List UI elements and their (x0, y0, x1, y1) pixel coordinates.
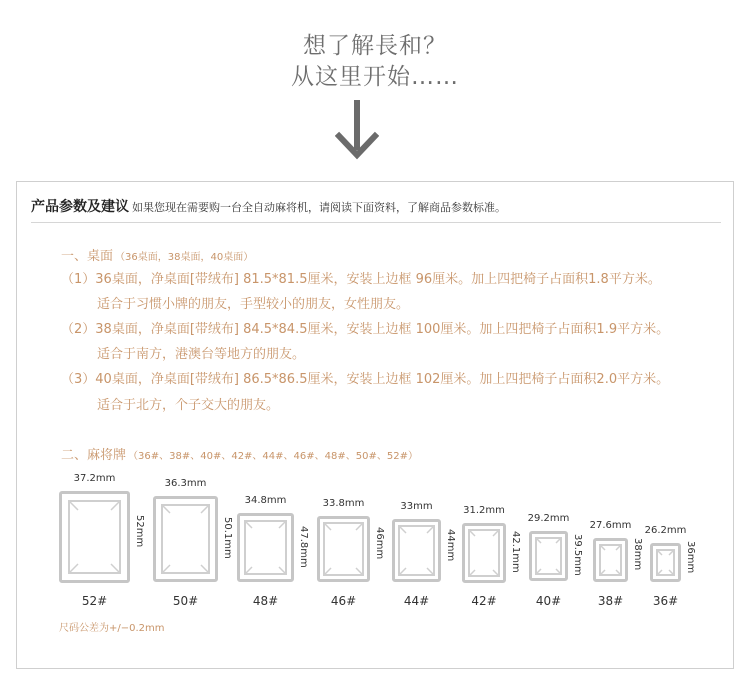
section-table-note: （36桌面，38桌面，40桌面） (115, 252, 254, 263)
table-suit-36: 适合于习惯小牌的朋友，手型较小的朋友，女性朋友。 (97, 297, 410, 312)
table-suit-40: 适合于北方，个子交大的朋友。 (97, 398, 280, 413)
tile-face (656, 549, 675, 576)
tile-corner-lines (246, 522, 285, 573)
tile-height-label: 36mm (685, 541, 696, 574)
section-tiles-title: 二、麻将牌 (61, 448, 127, 463)
tile-height-label: 52mm (134, 515, 145, 548)
tile-width-label: 37.2mm (73, 473, 116, 484)
tile-width-label: 33mm (400, 501, 433, 512)
tile-size-number: 38# (597, 594, 624, 608)
tile-corner-lines (470, 531, 498, 575)
arrow-down-icon (335, 100, 379, 160)
tile-size-diagram (17, 182, 733, 668)
tile-corner-lines (400, 527, 433, 574)
tile-width-label: 29.2mm (527, 513, 570, 524)
product-params-panel (16, 181, 734, 669)
tile-width-label: 34.8mm (244, 495, 287, 506)
tile-38 (593, 538, 628, 582)
tile-face (535, 537, 562, 575)
hero-title-line-1: 想了解長和？ (303, 33, 447, 59)
panel-description: 如果您现在需要购一台全自动麻将机，请阅读下面资料，了解商品参数标准。 (132, 201, 506, 214)
tile-face (68, 500, 121, 574)
table-spec-36: （1）36桌面，净桌面[带绒布] 81.5*81.5厘米，安装上边框 96厘米。加上四把椅子占面积1.8平方米。 (61, 272, 661, 287)
section-table-title: 一、桌面 (61, 249, 114, 264)
tile-size-number: 42# (471, 594, 497, 608)
tile-46 (317, 516, 370, 582)
tile-corner-lines (70, 502, 119, 572)
tile-40 (529, 531, 568, 581)
tile-face (244, 520, 287, 575)
tile-size-number: 46# (330, 594, 357, 608)
tile-corner-lines (163, 506, 208, 572)
tile-height-label: 44mm (445, 529, 456, 562)
tile-width-label: 36.3mm (164, 478, 207, 489)
tile-48 (237, 513, 294, 582)
tile-corner-lines (601, 546, 620, 574)
table-spec-40: （3）40桌面，净桌面[带绒布] 86.5*86.5厘米，安装上边框 102厘米。加上四把椅子占面积2.0平方米。 (61, 372, 670, 387)
tile-corner-lines (325, 524, 362, 574)
tile-height-label: 46mm (374, 527, 385, 560)
tile-size-number: 36# (652, 594, 679, 608)
tile-width-label: 31.2mm (463, 505, 505, 516)
tolerance-note: 尺码公差为+/−0.2mm (59, 623, 165, 634)
tile-height-label: 39.5mm (572, 534, 583, 576)
tile-height-label: 38mm (632, 538, 643, 571)
tile-face (398, 525, 435, 576)
tile-face (468, 529, 500, 577)
tile-corner-lines (658, 551, 673, 574)
table-suit-38: 适合于南方，港澳台等地方的朋友。 (97, 347, 306, 362)
tile-size-number: 44# (403, 594, 430, 608)
tile-size-number: 50# (172, 594, 199, 608)
tile-width-label: 33.8mm (322, 498, 365, 509)
tile-42 (462, 523, 506, 583)
tile-height-label: 42.1mm (510, 531, 521, 573)
tile-face (599, 544, 622, 576)
hero-title-line-2: 从这里开始…… (291, 64, 459, 90)
tile-width-label: 27.6mm (589, 520, 632, 531)
tile-face (323, 522, 364, 576)
tile-size-number: 48# (252, 594, 279, 608)
tile-corner-lines (537, 539, 560, 573)
tile-52 (59, 491, 130, 583)
tile-height-label: 47.8mm (298, 526, 309, 568)
tile-50 (153, 496, 218, 582)
tile-44 (392, 519, 441, 582)
tile-size-number: 52# (81, 594, 108, 608)
tile-height-label: 50.1mm (222, 517, 233, 559)
tile-36 (650, 543, 681, 582)
tile-size-number: 40# (535, 594, 562, 608)
table-spec-38: （2）38桌面，净桌面[带绒布] 84.5*84.5厘米，安装上边框 100厘米。加上四把椅子占面积1.9平方米。 (61, 322, 670, 337)
panel-title: 产品参数及建议 (31, 199, 129, 215)
section-tiles-note: （36#、38#、40#、42#、44#、46#、48#、50#、52#） (128, 451, 418, 462)
tile-width-label: 26.2mm (644, 525, 687, 536)
tile-face (161, 504, 210, 574)
